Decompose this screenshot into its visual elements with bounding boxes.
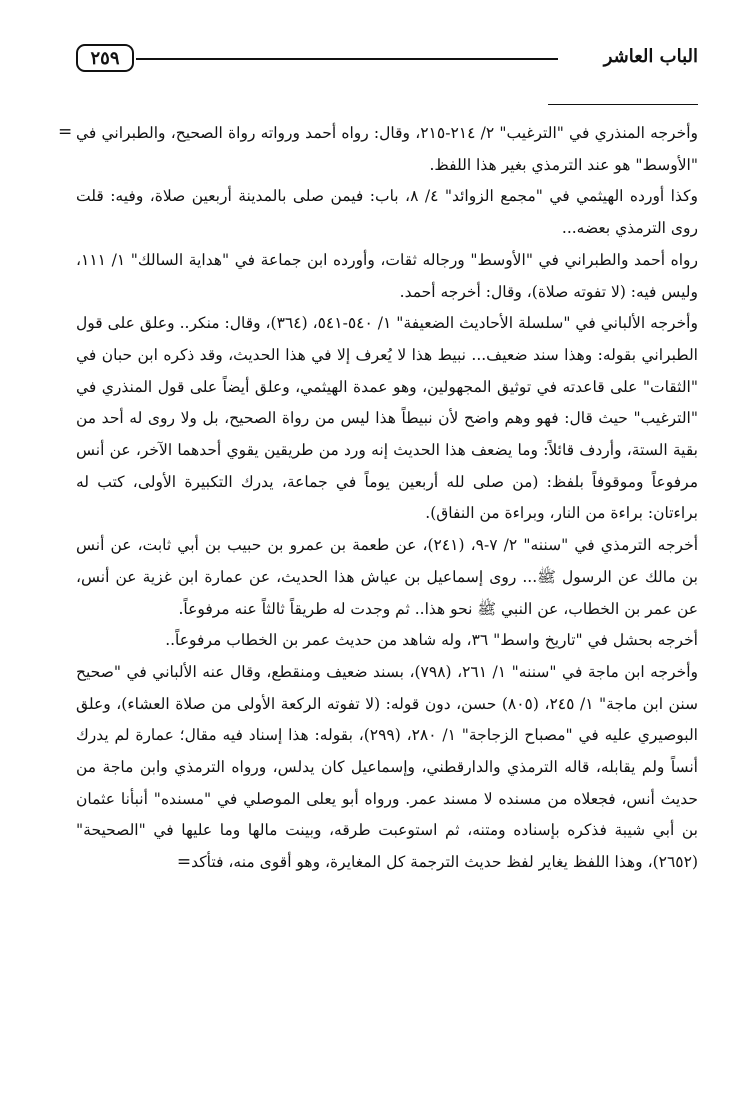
chapter-title: الباب العاشر — [603, 46, 698, 67]
footnote-divider — [548, 104, 698, 105]
paragraph-bahshal: أخرجه بحشل في "تاريخ واسط" ٣٦، وله شاهد من حديث عمر بن الخطاب مرفوعاً.. — [165, 631, 698, 650]
header-rule — [136, 58, 558, 60]
paragraph-ahmad: رواه أحمد والطبراني في "الأوسط" ورجاله ثقات، وأورده ابن جماعة في "هداية السالك" ١/ ١١١، وليس فيه: (لا تفوته صلاة)، وقال: أخرجه أحمد. — [76, 250, 698, 301]
paragraph-haythami: وكذا أورده الهيثمي في "مجمع الزوائد" ٤/ ٨، باب: فيمن صلى بالمدينة أربعين صلاة، وفيه: قلت روى الترمذي بعضه... — [76, 187, 698, 238]
paragraph-ibn-majah-text: وأخرجه ابن ماجة في "سننه" ١/ ٢٦١، (٧٩٨)، بسند ضعيف ومنقطع، وقال عنه الألباني في "صحيح سنن ابن ماجة" ١/ ٢٤٥، (٨٠٥) حسن، دون قوله: (لا تفوته الركعة الأولى من صلاة العشاء)، وعلق البوصيري عليه في "مصباح الزجاجة" ١/ ٢٨٠، (٢٩٩)، بقوله: هذا إسناد فيه مقال؛ عمارة لم يدرك أنساً ولم يقابله، قاله الترمذي والدارقطني، وإسماعيل كان يدلس، ورواه الترمذي وابن ماجة من حديث أنس، فجعلاه من مسنده لا مسند عمر. ورواه أبو يعلى الموصلي في "مسنده" أنبأنا عثمان بن أبي شيبة فذكره بإسناده ومتنه، ثم استوعبت طرقه، وبينت مالها وما عليها في "الصحيحة" (٢٦٥٢)، وهذا اللفظ يغاير لفظ حديث الترجمة كل المغايرة، وهو أقوى منه، فتأكد — [76, 662, 699, 872]
continuation-mark: = — [58, 122, 73, 142]
paragraph-albani: وأخرجه الألباني في "سلسلة الأحاديث الضعيفة" ١/ ٥٤٠-٥٤١، (٣٦٤)، وقال: منكر.. وعلق على قول الطبراني بقوله: وهذا سند ضعيف... نبيط هذا لا يُعرف إلا في هذا الحديث، وقد ذكره ابن حبان في "الثقات" على قاعدته في توثيق المجهولين، وهو عمدة الهيثمي، وعلق أيضاً على قول المنذري في "الترغيب" حيث قال: فهو وهم واضح لأن نبيطاً هذا ليس من رواة الصحيح، بل ولا روى له أحد من بقية الستة، وأردف قائلاً: وما يضعف هذا الحديث إنه ورد من طريقين يقوي أحدهما الآخر، عن أنس مرفوعاً وموقوفاً بلفظ: (من صلى لله أربعين يوماً في جماعة، يدرك التكبيرة الأولى، كتب له براءتان: براءة من النار، وبراءة من النفاق). — [76, 314, 698, 523]
footnote-body — [76, 118, 698, 879]
page-number: ٢٥٩ — [76, 44, 134, 72]
page-header — [76, 44, 698, 76]
paragraph-targheeb: وأخرجه المنذري في "الترغيب" ٢/ ٢١٤-٢١٥، وقال: رواه أحمد ورواته رواة الصحيح، والطبراني في "الأوسط" هو عند الترمذي بغير هذا اللفظ. — [76, 124, 698, 174]
continuation-end-mark: = — [176, 852, 192, 873]
paragraph-tirmidhi: أخرجه الترمذي في "سننه" ٢/ ٧-٩، (٢٤١)، عن طعمة بن عمرو بن حبيب بن أبي ثابت، عن أنس بن مالك عن الرسول ﷺ... روى إسماعيل بن عياش هذا الحديث، عن عمارة ابن غزية عن أنس، عن عمر بن الخطاب، عن النبي ﷺ نحو هذا.. ثم وجدت له طريقاً ثالثاً عنه مرفوعاً. — [76, 536, 698, 618]
paragraph-ibn-majah — [76, 657, 698, 879]
